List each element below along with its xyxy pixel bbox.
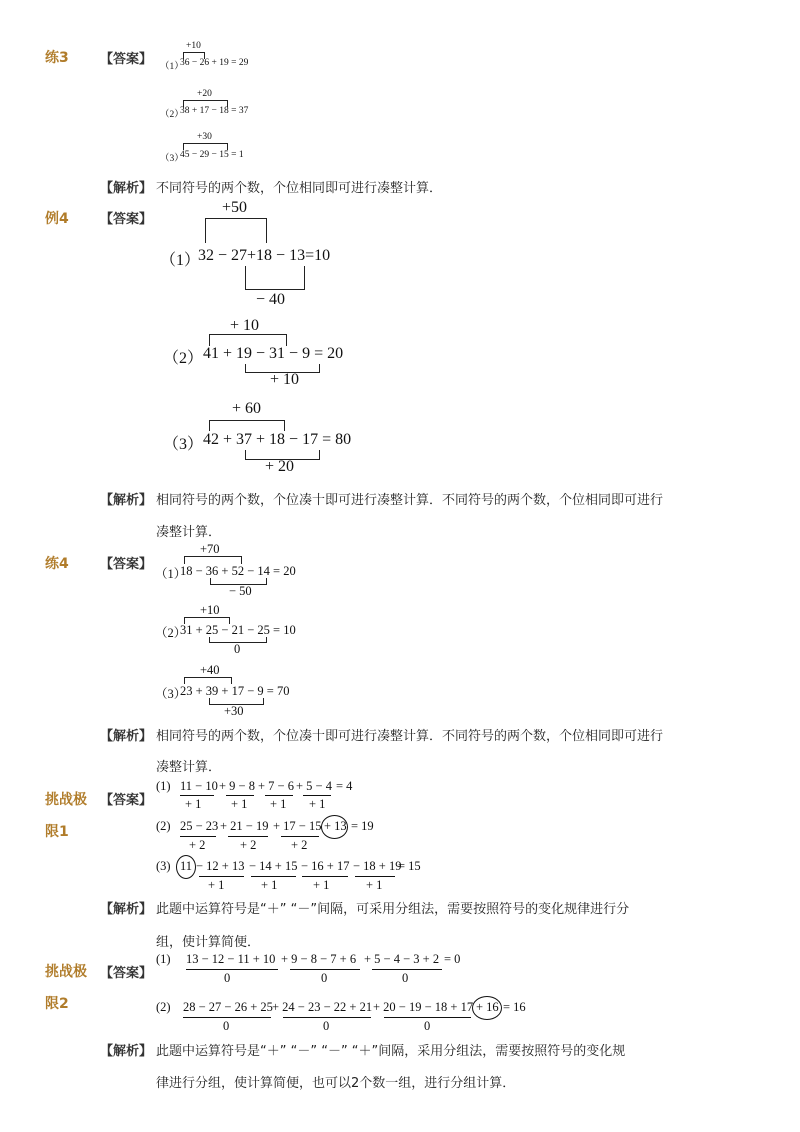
group-underline	[281, 836, 319, 837]
group-value: + 2	[240, 838, 257, 852]
bracket-label: 0	[234, 642, 241, 656]
group-underline	[372, 969, 442, 970]
section-title-challenge-1-line2: 限1	[45, 824, 69, 840]
section-title-lian3: 练3	[45, 50, 69, 66]
group-underline	[283, 1017, 371, 1018]
group-value: + 1	[270, 797, 287, 811]
problem-number: (2)	[156, 1000, 171, 1014]
group-underline	[290, 969, 360, 970]
equation-result: = 16	[503, 1000, 526, 1014]
analysis-label: 【解析】	[100, 902, 153, 917]
bracket-top	[184, 556, 242, 564]
group-value: + 1	[309, 797, 326, 811]
group-value: + 1	[231, 797, 248, 811]
group-value: 0	[223, 1019, 230, 1033]
group: 25 − 23	[180, 819, 219, 833]
answer-label: 【答案】	[100, 52, 153, 67]
answer-label: 【答案】	[100, 212, 153, 227]
group: − 14 + 15	[249, 859, 298, 873]
group-value: + 1	[185, 797, 202, 811]
group: + 24 − 23 − 22 + 21	[272, 1000, 373, 1014]
bracket-label: + 10	[230, 317, 260, 334]
analysis-label: 【解析】	[100, 181, 153, 196]
group-underline	[186, 969, 278, 970]
problem-number: （1）	[160, 252, 201, 269]
group-underline	[180, 836, 216, 837]
equation: 42 + 37 + 18 − 17 = 80	[203, 431, 352, 448]
bracket-top	[184, 677, 232, 684]
group-underline	[183, 1017, 271, 1018]
bracket-top	[209, 420, 285, 431]
analysis-label: 【解析】	[100, 729, 153, 744]
bracket-label: + 10	[270, 371, 300, 388]
problem-number: （3）	[160, 154, 184, 164]
equation-result: = 0	[444, 952, 461, 966]
equation: 45 − 29 − 15 = 1	[180, 150, 244, 160]
bracket-label: +30	[197, 132, 212, 142]
problem-number: （3）	[163, 436, 204, 453]
equation: 36 − 26 + 19 = 29	[180, 58, 249, 68]
group-value: 0	[323, 1019, 330, 1033]
analysis-text-continued: 凑整计算．	[156, 525, 222, 540]
problem-number: （2）	[160, 110, 184, 120]
group: 11 − 10	[180, 779, 218, 793]
group-value: 0	[402, 971, 409, 985]
bracket-label: +20	[197, 89, 212, 99]
circled-term: + 16	[476, 1000, 499, 1014]
equation: 38 + 17 − 18 = 37	[180, 106, 249, 116]
answer-label: 【答案】	[100, 966, 153, 981]
analysis-text: 此题中运算符号是“＋” “－” “－” “＋”间隔，采用分组法，需要按照符号的变化规	[156, 1044, 626, 1059]
bracket-label: − 50	[229, 584, 252, 598]
bracket-top	[205, 218, 267, 243]
bracket-label: +50	[222, 199, 248, 216]
group: + 9 − 8	[219, 779, 255, 793]
group: 13 − 12 − 11 + 10	[186, 952, 276, 966]
group-underline	[303, 795, 331, 796]
problem-number: （2）	[155, 626, 187, 640]
group: + 20 − 19 − 18 + 17	[373, 1000, 474, 1014]
equation: 23 + 39 + 17 − 9 = 70	[180, 684, 290, 698]
group: + 17 − 15	[273, 819, 322, 833]
group-value: + 1	[208, 878, 225, 892]
group: + 21 − 19	[220, 819, 269, 833]
section-title-challenge-2-line2: 限2	[45, 996, 69, 1012]
group-underline	[384, 1017, 471, 1018]
group: − 16 + 17	[301, 859, 350, 873]
section-title-lian4: 练4	[45, 556, 69, 572]
problem-number: (1)	[156, 952, 171, 966]
bracket-label: +10	[186, 41, 201, 51]
equation-result: = 4	[336, 779, 353, 793]
group-value: + 1	[313, 878, 330, 892]
group-underline	[226, 795, 254, 796]
group: + 7 − 6	[258, 779, 294, 793]
circled-term: + 13	[324, 819, 347, 833]
equation: 18 − 36 + 52 − 14 = 20	[180, 564, 296, 578]
problem-number: （1）	[155, 567, 187, 581]
analysis-text-continued: 律进行分组，使计算简便，也可以2个数一组，进行分组计算．	[156, 1076, 516, 1091]
group: 28 − 27 − 26 + 25	[183, 1000, 273, 1014]
analysis-label: 【解析】	[100, 1044, 153, 1059]
analysis-text-continued: 组，使计算简便．	[156, 935, 261, 950]
equation: 41 + 19 − 31 − 9 = 20	[203, 345, 344, 362]
analysis-label: 【解析】	[100, 493, 153, 508]
group: + 5 − 4 − 3 + 2	[364, 952, 440, 966]
bracket-label: +70	[200, 542, 220, 556]
group-underline	[265, 795, 293, 796]
analysis-text: 不同符号的两个数，个位相同即可进行凑整计算．	[156, 181, 443, 196]
analysis-text-continued: 凑整计算．	[156, 760, 222, 775]
circled-term: 11	[180, 859, 193, 873]
bracket-label: + 60	[232, 400, 262, 417]
bracket-label: +30	[224, 704, 244, 718]
group-value: + 2	[189, 838, 206, 852]
group: + 9 − 8 − 7 + 6	[281, 952, 357, 966]
analysis-text: 此题中运算符号是“＋” “－”间隔，可采用分组法，需要按照符号的变化规律进行分	[156, 902, 630, 917]
problem-number: （1）	[160, 62, 184, 72]
problem-number: (1)	[156, 779, 171, 793]
equation: 31 + 25 − 21 − 25 = 10	[180, 623, 296, 637]
group: + 5 − 4	[296, 779, 332, 793]
equation: 32 − 27+18 − 13=10	[198, 247, 331, 264]
bracket-label: + 20	[265, 458, 295, 475]
bracket-label: − 40	[256, 291, 286, 308]
group-value: 0	[224, 971, 231, 985]
equation-result: = 15	[398, 859, 421, 873]
group-value: + 1	[261, 878, 278, 892]
group-underline	[302, 876, 348, 877]
group-value: + 2	[291, 838, 308, 852]
group-value: 0	[424, 1019, 431, 1033]
bracket-label: +10	[200, 603, 220, 617]
group-underline	[251, 876, 296, 877]
problem-number: （3）	[155, 687, 187, 701]
problem-number: (2)	[156, 819, 171, 833]
bracket-label: +40	[200, 663, 220, 677]
group-underline	[199, 876, 244, 877]
bracket-bottom	[245, 266, 305, 290]
group-underline	[228, 836, 268, 837]
group: − 12 + 13	[196, 859, 245, 873]
answer-label: 【答案】	[100, 557, 153, 572]
analysis-text: 相同符号的两个数，个位凑十即可进行凑整计算．不同符号的两个数，个位相同即可进行	[156, 493, 664, 508]
answer-label: 【答案】	[100, 793, 153, 808]
group-underline	[180, 795, 214, 796]
problem-number: （2）	[163, 350, 204, 367]
problem-number: (3)	[156, 859, 171, 873]
group-value: + 1	[366, 878, 383, 892]
equation-result: = 19	[351, 819, 374, 833]
group-value: 0	[321, 971, 328, 985]
section-title-challenge-2: 挑战极	[45, 964, 87, 980]
section-title-li4: 例4	[45, 211, 69, 227]
section-title-challenge-1: 挑战极	[45, 792, 87, 808]
analysis-text: 相同符号的两个数，个位凑十即可进行凑整计算．不同符号的两个数，个位相同即可进行	[156, 729, 664, 744]
group: − 18 + 19	[353, 859, 402, 873]
bracket-top	[183, 143, 228, 150]
group-underline	[355, 876, 395, 877]
